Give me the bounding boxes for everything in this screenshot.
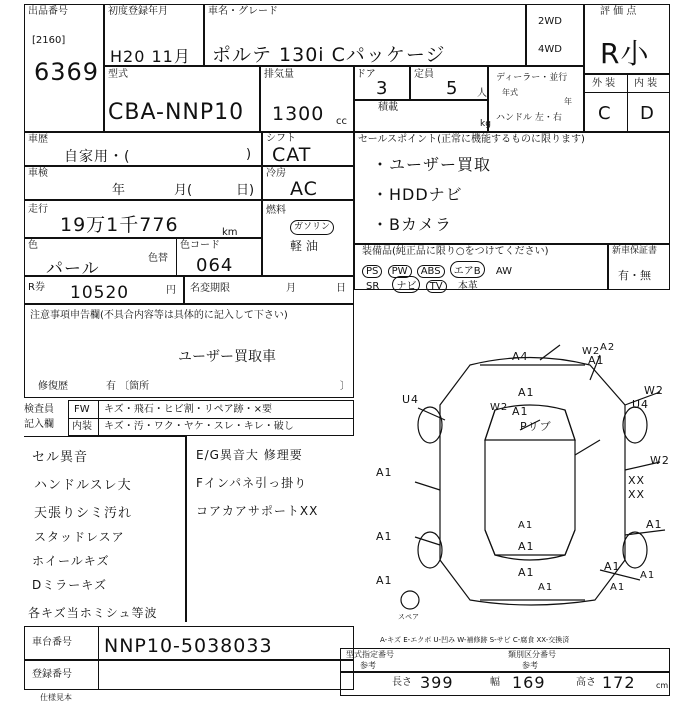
history-close: ) — [246, 147, 252, 162]
warranty-label: 新車保証書 — [612, 246, 658, 256]
equipment-label: 装備品(純正品に限り○をつけてください) — [362, 246, 549, 257]
sales-point-1: ・ユーザー買取 — [372, 155, 492, 174]
fuel-diesel: 軽 油 — [290, 239, 318, 253]
grade-label: 評 価 点 — [600, 6, 637, 17]
mark-a1-end: A1 — [640, 570, 656, 581]
dim-hgt-value: 172 — [602, 673, 636, 692]
history-box — [24, 132, 262, 166]
reg-box — [24, 660, 354, 690]
mark-a1-rr: A1 — [604, 560, 621, 573]
reg-label: 登録番号 — [32, 669, 72, 680]
dim-wid-value: 169 — [512, 673, 546, 692]
mark-w2-hood: W2 — [490, 402, 509, 413]
name-change-day: 日 — [336, 283, 346, 294]
mark-u4-left: U4 — [402, 393, 420, 406]
mark-a2: A2 — [600, 342, 616, 353]
fw-text: キズ・飛石・ヒビ割・リペア跡・×要 — [104, 404, 272, 415]
repair-value: 有 〔箇所 — [106, 381, 150, 392]
left-note-1: セル異音 — [32, 450, 89, 465]
dim-wid-label: 幅 — [490, 677, 500, 688]
mileage-label: 走行 — [28, 204, 48, 215]
model-value: CBA-NNP10 — [108, 100, 245, 125]
warranty-value: 有・無 — [618, 269, 651, 282]
spare-label: スペア — [398, 613, 419, 621]
mark-a1-bumper: A1 — [518, 566, 535, 579]
car-name-label: 車名・グレード — [208, 6, 278, 17]
mark-w2-right: W2 — [644, 384, 664, 397]
equip-abs: ABS — [417, 265, 445, 278]
capacity-value: 5 — [446, 78, 459, 99]
mark-u4-right: U4 — [632, 398, 650, 411]
color-code-value: 064 — [196, 255, 234, 276]
mark-xx-1: XX — [628, 474, 646, 487]
equip-aw: AW — [495, 266, 512, 277]
inspector-label1: 検査員 — [24, 404, 54, 415]
inspection-day: 日) — [236, 183, 255, 198]
drive-2wd: 2WD — [538, 16, 562, 27]
equip-tv: TV — [426, 280, 447, 293]
inspection-box — [24, 166, 262, 200]
ac-value: AC — [290, 178, 318, 200]
dealer-line1: ディーラー・並行 — [496, 73, 568, 83]
shift-value: CAT — [272, 144, 312, 166]
mark-w2-r: W2 — [650, 454, 670, 467]
sales-points-label: セールスポイント(正常に機能するものに限ります) — [358, 134, 585, 145]
doors-value: 3 — [376, 78, 389, 99]
mark-a1-rl: A1 — [376, 574, 393, 587]
mark-a1-rear: A1 — [518, 540, 535, 553]
lot-number: 6369 — [34, 58, 100, 86]
notes-label: 注意事項申告欄(不具合内容等は具体的に記入して下さい) — [30, 310, 288, 321]
right-note-1: E/G異音大 修理要 — [196, 448, 303, 462]
lot-code: [2160] — [32, 35, 66, 46]
capacity-label: 定員 — [414, 69, 434, 80]
load-label: 積載 — [378, 102, 398, 113]
load-box — [354, 100, 488, 132]
legend-text: A-キズ E-エクボ U-凹み W-補修跡 S-サビ C-腐食 XX-交換済 — [380, 636, 570, 644]
displacement-unit: cc — [336, 116, 347, 127]
inspection-year: 年 — [112, 183, 126, 198]
int-insp-text: キズ・汚・ワク・ヤケ・スレ・キレ・破し — [104, 421, 294, 432]
mark-w2-rear: W2 — [582, 346, 601, 357]
displacement-value: 1300 — [272, 103, 325, 125]
load-unit: kg — [480, 119, 491, 129]
class-sub: 参考 — [522, 661, 538, 670]
recycle-value: 10520 — [70, 283, 130, 303]
inspector-label2: 記入欄 — [24, 419, 54, 430]
class-label: 類別区分番号 — [508, 650, 556, 659]
sales-point-2: ・HDDナビ — [372, 185, 463, 204]
mark-a1-b3: A1 — [610, 582, 626, 593]
repair-label: 修復歴 — [38, 381, 68, 392]
drive-4wd: 4WD — [538, 44, 562, 55]
recycle-label: R券 — [28, 282, 45, 293]
equip-navi: ナビ — [392, 276, 420, 293]
model-label: 型式 — [108, 69, 128, 80]
type-designation-sub: 参考 — [360, 661, 376, 670]
color-change-label: 色替 — [148, 253, 168, 264]
history-value: 自家用・( — [64, 149, 131, 165]
dim-len-label: 長さ — [392, 677, 412, 688]
grade-value: R小 — [600, 37, 650, 70]
lot-label: 出品番号 — [28, 6, 68, 17]
mark-a1-fl: A1 — [376, 466, 393, 479]
mileage-value: 19万1千776 — [60, 214, 179, 236]
right-note-2: Fインパネ引っ掛り — [196, 476, 308, 490]
equip-sr: SR — [366, 281, 380, 292]
history-label: 車歴 — [28, 134, 48, 145]
first-reg-label: 初度登録年月 — [108, 6, 168, 17]
first-reg-value: H20 11月 — [110, 47, 191, 66]
capacity-unit: 人 — [477, 88, 487, 99]
mileage-unit: km — [222, 227, 238, 238]
mark-a1-top: A1 — [588, 354, 605, 367]
left-note-6: Dミラーキズ — [32, 578, 108, 592]
inspection-month: 月( — [174, 183, 193, 198]
mark-xx-2: XX — [628, 488, 646, 501]
equip-leather: 本革 — [457, 281, 478, 292]
dim-len-value: 399 — [420, 673, 454, 692]
dealer-line3: 年 — [564, 97, 572, 106]
ac-label: 冷房 — [266, 168, 286, 179]
left-note-3: 天張りシミ汚れ — [34, 506, 133, 521]
int-value: D — [640, 103, 655, 124]
dealer-line2: 年式 — [502, 88, 518, 97]
fuel-label: 燃料 — [266, 205, 286, 216]
int-label: 内 装 — [634, 78, 658, 89]
sales-point-3: ・Bカメラ — [372, 215, 452, 234]
inspection-label: 車検 — [28, 168, 48, 179]
left-note-5: ホイールキズ — [32, 554, 110, 568]
mark-a1-r2: A1 — [646, 518, 663, 531]
left-note-7: 各キズ当ホミシュ等波 — [28, 606, 158, 620]
mark-a1-l2: A1 — [376, 530, 393, 543]
shift-label: シフト — [266, 133, 296, 144]
notes-value: ユーザー買取車 — [178, 349, 276, 365]
equipment-row2 — [366, 276, 478, 293]
repair-close: 〕 — [340, 381, 350, 392]
int-insp-label: 内装 — [72, 421, 92, 432]
mark-a1-b2: A1 — [538, 582, 554, 593]
recycle-unit: 円 — [166, 285, 176, 296]
mark-a1-hood: A1 — [512, 405, 529, 418]
equip-pw: PW — [388, 265, 412, 278]
mark-a1-mid: A1 — [518, 520, 534, 531]
name-change-month: 月 — [286, 283, 296, 294]
mark-a1-front: A1 — [518, 386, 535, 399]
displacement-label: 排気量 — [264, 69, 294, 80]
fw-label: FW — [74, 404, 90, 415]
equip-airbag: エアB — [450, 261, 485, 278]
right-note-3: コアカアサポートXX — [196, 504, 319, 518]
dealer-handle: ハンドル 左・右 — [496, 113, 562, 123]
chassis-value: NNP10-5038033 — [104, 635, 273, 657]
dim-unit: cm — [656, 681, 669, 690]
doors-label: ドア — [356, 69, 376, 80]
drive-box — [526, 4, 584, 66]
color-code-label: 色コード — [180, 240, 220, 251]
mark-rib: Pリブ — [520, 420, 552, 433]
bottom-label: 仕様見本 — [40, 693, 72, 702]
left-note-4: スタッドレスア — [34, 530, 125, 544]
fuel-gas: ガソリン — [290, 220, 334, 235]
equip-ps: PS — [362, 265, 382, 278]
left-note-2: ハンドルスレ大 — [34, 478, 132, 493]
ext-label: 外 装 — [592, 78, 616, 89]
color-value: パール — [46, 259, 100, 279]
mark-a4-top: A4 — [512, 350, 529, 363]
ext-value: C — [598, 103, 612, 124]
type-designation-label: 型式指定番号 — [346, 650, 394, 659]
dim-hgt-label: 高さ — [576, 677, 596, 688]
chassis-label: 車台番号 — [32, 637, 72, 648]
color-label: 色 — [28, 240, 38, 251]
name-change-label: 名変期限 — [190, 283, 230, 294]
car-name-value: ポルテ 130i Cパッケージ — [212, 44, 446, 66]
